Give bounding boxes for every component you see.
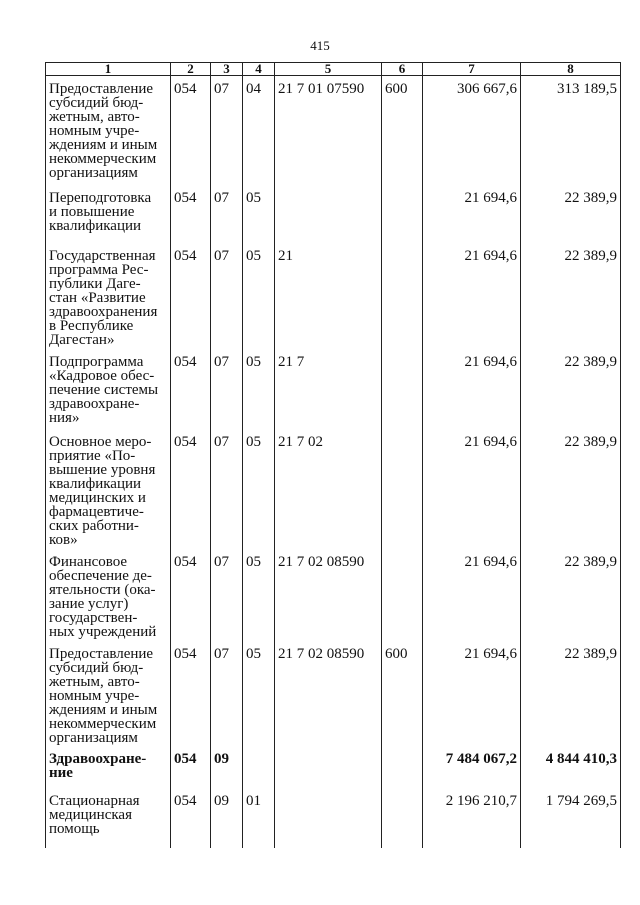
table-row bbox=[46, 549, 621, 641]
subsection-code: 05 bbox=[243, 429, 275, 549]
table-row bbox=[46, 788, 621, 848]
col-header-4: 4 bbox=[243, 63, 275, 76]
amount-col8: 22 389,9 bbox=[521, 185, 621, 243]
item-name: Стационарная медицинская помощь bbox=[46, 788, 171, 848]
target-article: 21 7 01 07590 bbox=[275, 76, 382, 185]
amount-col7: 21 694,6 bbox=[423, 243, 521, 349]
ministry-code: 054 bbox=[171, 549, 211, 641]
target-article: 21 7 02 08590 bbox=[275, 641, 382, 746]
amount-col7: 21 694,6 bbox=[423, 185, 521, 243]
target-article: 21 7 bbox=[275, 349, 382, 429]
expense-type bbox=[382, 746, 423, 788]
expense-type bbox=[382, 788, 423, 848]
header-row bbox=[46, 63, 621, 76]
subsection-code: 05 bbox=[243, 185, 275, 243]
col-header-1: 1 bbox=[46, 63, 171, 76]
page-number: 415 bbox=[310, 38, 330, 53]
item-name: Здравоохране- ние bbox=[46, 746, 171, 788]
ministry-code: 054 bbox=[171, 185, 211, 243]
target-article bbox=[275, 185, 382, 243]
amount-col8: 4 844 410,3 bbox=[521, 746, 621, 788]
amount-col7: 21 694,6 bbox=[423, 349, 521, 429]
expense-type bbox=[382, 429, 423, 549]
subsection-code: 05 bbox=[243, 243, 275, 349]
expense-type: 600 bbox=[382, 641, 423, 746]
target-article: 21 bbox=[275, 243, 382, 349]
table-row bbox=[46, 746, 621, 788]
subsection-code bbox=[243, 746, 275, 788]
col-header-3: 3 bbox=[211, 63, 243, 76]
subsection-code: 05 bbox=[243, 641, 275, 746]
section-code: 07 bbox=[211, 185, 243, 243]
amount-col8: 22 389,9 bbox=[521, 349, 621, 429]
expense-type: 600 bbox=[382, 76, 423, 185]
item-name: Финансовое обеспечение де- ятельности (ока- зание услуг) государствен- ных учреждений bbox=[46, 549, 171, 641]
subsection-code: 01 bbox=[243, 788, 275, 848]
amount-col8: 22 389,9 bbox=[521, 549, 621, 641]
col-header-8: 8 bbox=[521, 63, 621, 76]
section-code: 07 bbox=[211, 549, 243, 641]
subsection-code: 04 bbox=[243, 76, 275, 185]
section-code: 07 bbox=[211, 349, 243, 429]
section-code: 07 bbox=[211, 641, 243, 746]
ministry-code: 054 bbox=[171, 788, 211, 848]
table-row bbox=[46, 429, 621, 549]
expense-type bbox=[382, 349, 423, 429]
col-header-5: 5 bbox=[275, 63, 382, 76]
amount-col8: 22 389,9 bbox=[521, 641, 621, 746]
target-article bbox=[275, 788, 382, 848]
item-name: Предоставление субсидий бюд- жетным, авто- номным учре- ждениям и иным некоммерческим организациям bbox=[46, 641, 171, 746]
col-header-6: 6 bbox=[382, 63, 423, 76]
ministry-code: 054 bbox=[171, 243, 211, 349]
item-name: Государственная программа Рес- публики Даге- стан «Развитие здравоохранения в Республике Дагестан» bbox=[46, 243, 171, 349]
item-name: Переподготовка и повышение квалификации bbox=[46, 185, 171, 243]
expense-type bbox=[382, 549, 423, 641]
target-article: 21 7 02 08590 bbox=[275, 549, 382, 641]
section-code: 07 bbox=[211, 243, 243, 349]
amount-col7: 21 694,6 bbox=[423, 549, 521, 641]
amount-col8: 313 189,5 bbox=[521, 76, 621, 185]
ministry-code: 054 bbox=[171, 746, 211, 788]
target-article: 21 7 02 bbox=[275, 429, 382, 549]
table-row bbox=[46, 641, 621, 746]
ministry-code: 054 bbox=[171, 349, 211, 429]
col-header-7: 7 bbox=[423, 63, 521, 76]
amount-col7: 21 694,6 bbox=[423, 641, 521, 746]
table-row bbox=[46, 243, 621, 349]
col-header-2: 2 bbox=[171, 63, 211, 76]
amount-col7: 2 196 210,7 bbox=[423, 788, 521, 848]
amount-col7: 7 484 067,2 bbox=[423, 746, 521, 788]
amount-col8: 1 794 269,5 bbox=[521, 788, 621, 848]
item-name: Подпрограмма «Кадровое обес- печение системы здравоохране- ния» bbox=[46, 349, 171, 429]
ministry-code: 054 bbox=[171, 76, 211, 185]
expense-type bbox=[382, 185, 423, 243]
section-code: 09 bbox=[211, 788, 243, 848]
subsection-code: 05 bbox=[243, 549, 275, 641]
amount-col8: 22 389,9 bbox=[521, 429, 621, 549]
table-row bbox=[46, 185, 621, 243]
budget-table bbox=[45, 62, 621, 848]
ministry-code: 054 bbox=[171, 641, 211, 746]
item-name: Основное меро- приятие «По- вышение уровня квалификации медицинских и фармацевтиче- ских работни- ков» bbox=[46, 429, 171, 549]
amount-col7: 21 694,6 bbox=[423, 429, 521, 549]
section-code: 07 bbox=[211, 76, 243, 185]
amount-col8: 22 389,9 bbox=[521, 243, 621, 349]
section-code: 09 bbox=[211, 746, 243, 788]
amount-col7: 306 667,6 bbox=[423, 76, 521, 185]
item-name: Предоставление субсидий бюд- жетным, авто- номным учре- ждениям и иным некоммерческим организациям bbox=[46, 76, 171, 185]
section-code: 07 bbox=[211, 429, 243, 549]
table-row bbox=[46, 349, 621, 429]
subsection-code: 05 bbox=[243, 349, 275, 429]
expense-type bbox=[382, 243, 423, 349]
ministry-code: 054 bbox=[171, 429, 211, 549]
table-row bbox=[46, 76, 621, 185]
target-article bbox=[275, 746, 382, 788]
